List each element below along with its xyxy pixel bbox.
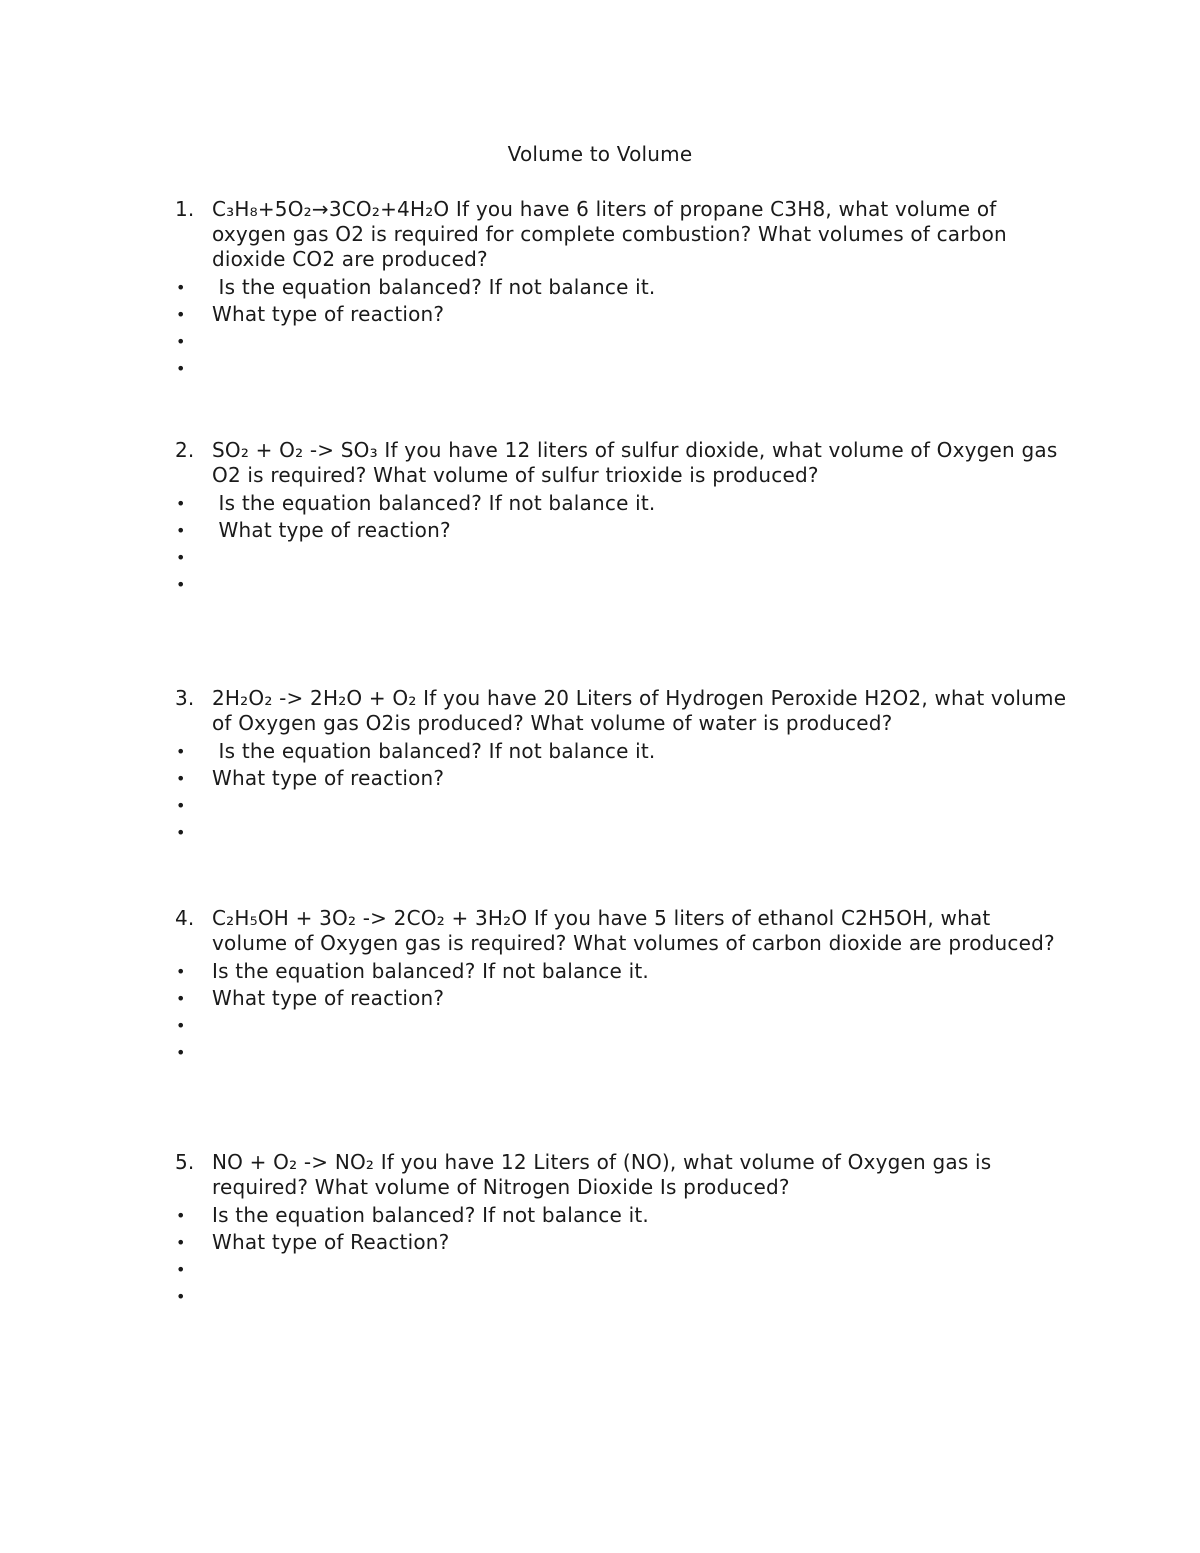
- bullet-item: [175, 571, 1070, 598]
- question-text: SO₂ + O₂ -> SO₃ If you have 12 liters of sulfur dioxide, what volume of Oxygen gas O2 is required? What volume of sulfur trioxide is produced?: [212, 438, 1058, 487]
- bullet-icon: •: [176, 742, 186, 761]
- bullet-item: [175, 544, 1070, 571]
- bullet-item: [175, 765, 1070, 792]
- bullet-item: [175, 328, 1070, 355]
- question-number: 5.: [175, 1150, 195, 1174]
- bullet-icon: •: [176, 278, 186, 297]
- bullet-item: [175, 490, 1070, 517]
- bullet-icon: •: [176, 1260, 186, 1279]
- bullet-item: [175, 1256, 1070, 1283]
- bullet-item: [175, 1202, 1070, 1229]
- question-2: [175, 438, 1070, 598]
- bullet-text: Is the equation balanced? If not balance it.: [212, 739, 656, 763]
- bullet-icon: •: [176, 796, 186, 815]
- bullet-icon: •: [176, 769, 186, 788]
- bullet-item: [175, 1283, 1070, 1310]
- question-text: NO + O₂ -> NO₂ If you have 12 Liters of (NO), what volume of Oxygen gas is required? What volume of Nitrogen Dioxide Is produced?: [212, 1150, 992, 1199]
- bullet-item: [175, 517, 1070, 544]
- bullet-icon: •: [176, 521, 186, 540]
- bullet-item: [175, 355, 1070, 382]
- bullet-item: [175, 1229, 1070, 1256]
- question-3: [175, 686, 1070, 846]
- bullet-icon: •: [176, 1206, 186, 1225]
- bullet-text: Is the equation balanced? If not balance it.: [212, 491, 656, 515]
- question-prompt: [175, 906, 1070, 956]
- bullet-icon: •: [176, 989, 186, 1008]
- bullet-item: [175, 738, 1070, 765]
- bullet-item: [175, 301, 1070, 328]
- bullet-icon: •: [176, 332, 186, 351]
- page-title: Volume to Volume: [507, 142, 693, 166]
- question-prompt: [175, 438, 1070, 488]
- question-number: 4.: [175, 906, 195, 930]
- bullet-text: What type of reaction?: [212, 986, 445, 1010]
- bullet-item: [175, 819, 1070, 846]
- bullet-icon: •: [176, 548, 186, 567]
- bullet-icon: •: [176, 1233, 186, 1252]
- question-number: 3.: [175, 686, 195, 710]
- bullet-item: [175, 958, 1070, 985]
- question-number: 2.: [175, 438, 195, 462]
- bullet-text: Is the equation balanced? If not balance it.: [212, 959, 649, 983]
- question-prompt: [175, 1150, 1070, 1200]
- question-text: 2H₂O₂ -> 2H₂O + O₂ If you have 20 Liters of Hydrogen Peroxide H2O2, what volume of Oxygen gas O2is produced? What volume of water is produced?: [212, 686, 1067, 735]
- bullet-text: What type of reaction?: [212, 302, 445, 326]
- question-prompt: [175, 197, 1070, 272]
- bullet-icon: •: [176, 305, 186, 324]
- bullet-item: [175, 792, 1070, 819]
- bullet-text: What type of Reaction?: [212, 1230, 450, 1254]
- question-text: C₂H₅OH + 3O₂ -> 2CO₂ + 3H₂O If you have 5 liters of ethanol C2H5OH, what volume of Oxygen gas is required? What volumes of carbon dioxide are produced?: [212, 906, 1055, 955]
- question-number: 1.: [175, 197, 195, 221]
- bullet-icon: •: [176, 962, 186, 981]
- question-4: [175, 906, 1070, 1066]
- bullet-item: [175, 1039, 1070, 1066]
- bullet-text: Is the equation balanced? If not balance it.: [212, 1203, 649, 1227]
- bullet-icon: •: [176, 823, 186, 842]
- bullet-icon: •: [176, 1016, 186, 1035]
- bullet-icon: •: [176, 575, 186, 594]
- question-5: [175, 1150, 1070, 1310]
- question-prompt: [175, 686, 1070, 736]
- bullet-item: [175, 1012, 1070, 1039]
- bullet-icon: •: [176, 1043, 186, 1062]
- bullet-text: What type of reaction?: [212, 518, 451, 542]
- question-text: C₃H₈+5O₂→3CO₂+4H₂O If you have 6 liters of propane C3H8, what volume of oxygen gas O2 is required for complete combustion? What volumes of carbon dioxide CO2 are produced?: [212, 197, 1007, 271]
- bullet-icon: •: [176, 494, 186, 513]
- bullet-text: What type of reaction?: [212, 766, 445, 790]
- question-1: [175, 197, 1070, 382]
- bullet-icon: •: [176, 359, 186, 378]
- bullet-text: Is the equation balanced? If not balance it.: [212, 275, 656, 299]
- bullet-item: [175, 985, 1070, 1012]
- bullet-item: [175, 274, 1070, 301]
- bullet-icon: •: [176, 1287, 186, 1306]
